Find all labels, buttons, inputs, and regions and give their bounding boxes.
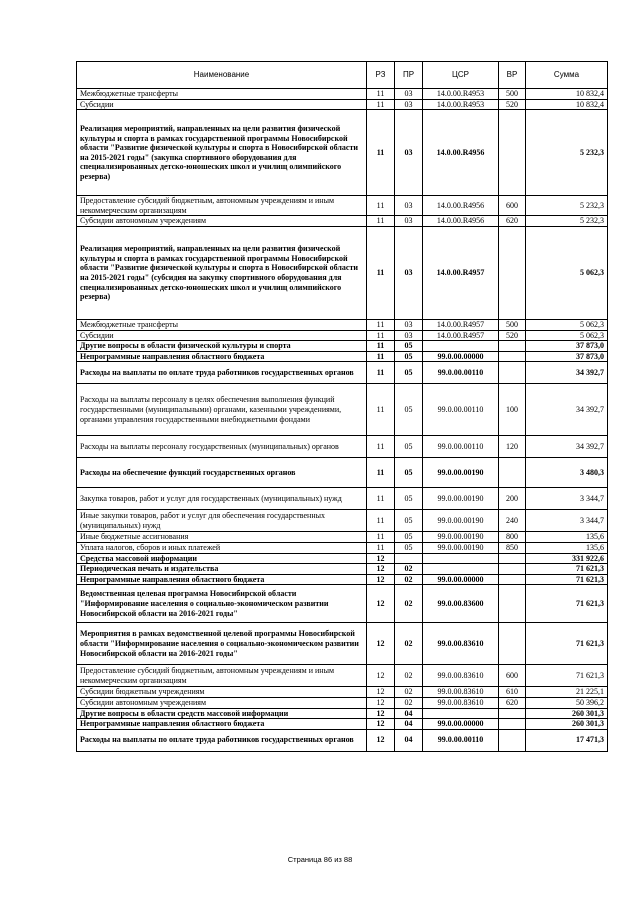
cell-sum: 71 621,3 (526, 623, 608, 665)
cell-rz: 12 (367, 697, 395, 708)
cell-vr: 100 (499, 384, 526, 436)
cell-sum: 3 480,3 (526, 458, 608, 488)
cell-rz: 11 (367, 542, 395, 553)
cell-csr: 99.0.00.00110 (423, 384, 499, 436)
table-row (77, 719, 608, 730)
cell-rz: 12 (367, 574, 395, 585)
cell-sum: 50 396,2 (526, 697, 608, 708)
cell-vr: 620 (499, 697, 526, 708)
table-row (77, 196, 608, 216)
cell-vr: 610 (499, 687, 526, 698)
cell-vr (499, 719, 526, 730)
cell-csr: 99.0.00.83600 (423, 585, 499, 623)
cell-csr: 99.0.00.83610 (423, 623, 499, 665)
cell-sum: 37 873,0 (526, 351, 608, 362)
cell-name: Субсидии бюджетным учреждениям (77, 687, 367, 698)
cell-rz: 12 (367, 564, 395, 575)
cell-rz: 12 (367, 687, 395, 698)
cell-name: Закупка товаров, работ и услуг для государственных (муниципальных) нужд (77, 488, 367, 510)
table-row (77, 488, 608, 510)
table-row (77, 687, 608, 698)
table-row (77, 564, 608, 575)
cell-name: Средства массовой информации (77, 553, 367, 564)
cell-name: Мероприятия в рамках ведомственной целевой программы Новосибирской области "Информирование населения о социально-экономическом развитии Новосибирской области на 2016-2021 годы" (77, 623, 367, 665)
cell-pr: 02 (395, 665, 423, 687)
cell-rz: 11 (367, 226, 395, 319)
cell-pr: 05 (395, 488, 423, 510)
cell-pr: 02 (395, 623, 423, 665)
cell-name: Субсидии (77, 330, 367, 341)
header-pr: ПР (395, 62, 423, 89)
cell-sum: 5 062,3 (526, 226, 608, 319)
cell-sum: 10 832,4 (526, 89, 608, 100)
page-number: Страница 86 из 88 (287, 855, 353, 864)
cell-vr (499, 110, 526, 196)
cell-sum: 21 225,1 (526, 687, 608, 698)
cell-rz: 11 (367, 99, 395, 110)
cell-rz: 12 (367, 719, 395, 730)
cell-vr: 800 (499, 532, 526, 543)
cell-pr: 02 (395, 585, 423, 623)
table-row (77, 330, 608, 341)
cell-pr: 03 (395, 89, 423, 100)
cell-vr: 200 (499, 488, 526, 510)
cell-csr: 99.0.00.00000 (423, 351, 499, 362)
cell-pr: 03 (395, 99, 423, 110)
cell-name: Расходы на выплаты персоналу государственных (муниципальных) органов (77, 436, 367, 458)
table-row (77, 99, 608, 110)
table-row (77, 110, 608, 196)
cell-sum: 5 232,3 (526, 216, 608, 227)
cell-csr: 14.0.00.R4957 (423, 226, 499, 319)
table-row (77, 341, 608, 352)
header-vr: ВР (499, 62, 526, 89)
cell-rz: 11 (367, 532, 395, 543)
cell-name: Расходы на выплаты персоналу в целях обеспечения выполнения функций государственными (муниципальными) органами, казенными учреждениями, органами управления государственными внебюджетными фондами (77, 384, 367, 436)
cell-csr (423, 341, 499, 352)
cell-name: Иные бюджетные ассигнования (77, 532, 367, 543)
table-row (77, 532, 608, 543)
cell-rz: 11 (367, 330, 395, 341)
cell-pr: 02 (395, 697, 423, 708)
cell-rz: 11 (367, 384, 395, 436)
cell-pr: 03 (395, 216, 423, 227)
cell-csr: 99.0.00.00000 (423, 719, 499, 730)
cell-vr (499, 564, 526, 575)
table-row (77, 458, 608, 488)
cell-name: Межбюджетные трансферты (77, 89, 367, 100)
cell-sum: 71 621,3 (526, 564, 608, 575)
cell-rz: 11 (367, 351, 395, 362)
cell-vr (499, 341, 526, 352)
cell-csr: 99.0.00.00000 (423, 574, 499, 585)
cell-sum: 10 832,4 (526, 99, 608, 110)
table-row (77, 384, 608, 436)
cell-pr: 05 (395, 510, 423, 532)
cell-vr (499, 729, 526, 751)
table-header-row (77, 62, 608, 89)
cell-pr: 04 (395, 708, 423, 719)
table-row (77, 362, 608, 384)
cell-rz: 12 (367, 623, 395, 665)
cell-vr: 120 (499, 436, 526, 458)
header-name: Наименование (77, 62, 367, 89)
cell-pr: 02 (395, 564, 423, 575)
cell-csr: 99.0.00.00190 (423, 510, 499, 532)
cell-sum: 5 062,3 (526, 319, 608, 330)
cell-name: Субсидии автономным учреждениям (77, 216, 367, 227)
cell-pr: 05 (395, 436, 423, 458)
cell-name: Иные закупки товаров, работ и услуг для обеспечения государственных (муниципальных) нужд (77, 510, 367, 532)
cell-sum: 260 301,3 (526, 708, 608, 719)
cell-sum: 5 232,3 (526, 196, 608, 216)
cell-pr: 05 (395, 542, 423, 553)
table-row (77, 574, 608, 585)
cell-rz: 11 (367, 216, 395, 227)
table-row (77, 665, 608, 687)
cell-vr: 520 (499, 330, 526, 341)
cell-csr: 14.0.00.R4953 (423, 89, 499, 100)
cell-pr: 05 (395, 362, 423, 384)
cell-name: Расходы на обеспечение функций государственных органов (77, 458, 367, 488)
cell-vr (499, 585, 526, 623)
cell-name: Предоставление субсидий бюджетным, автономным учреждениям и иным некоммерческим организациям (77, 665, 367, 687)
cell-csr: 99.0.00.83610 (423, 697, 499, 708)
cell-name: Расходы на выплаты по оплате труда работников государственных органов (77, 362, 367, 384)
cell-name: Периодическая печать и издательства (77, 564, 367, 575)
table-row (77, 216, 608, 227)
table-row (77, 351, 608, 362)
cell-sum: 5 232,3 (526, 110, 608, 196)
cell-csr (423, 553, 499, 564)
cell-name: Расходы на выплаты по оплате труда работников государственных органов (77, 729, 367, 751)
cell-vr: 850 (499, 542, 526, 553)
cell-pr: 02 (395, 687, 423, 698)
cell-sum: 260 301,3 (526, 719, 608, 730)
cell-sum: 331 922,6 (526, 553, 608, 564)
cell-rz: 11 (367, 341, 395, 352)
cell-rz: 11 (367, 488, 395, 510)
cell-name: Предоставление субсидий бюджетным, автономным учреждениям и иным некоммерческим организациям (77, 196, 367, 216)
cell-csr: 99.0.00.83610 (423, 665, 499, 687)
table-row (77, 553, 608, 564)
cell-vr: 500 (499, 89, 526, 100)
cell-vr: 620 (499, 216, 526, 227)
table-row (77, 708, 608, 719)
cell-name: Реализация мероприятий, направленных на цели развития физической культуры и спорта в рамках государственной программы Новосибирской области "Развитие физической культуры и спорта в Новосибирской области на 2015-2021 годы" (закупка спортивного оборудования для специализированных детско-юношеских школ и училищ олимпийского резерва) (77, 110, 367, 196)
cell-rz: 11 (367, 110, 395, 196)
cell-pr: 03 (395, 226, 423, 319)
cell-csr: 99.0.00.00110 (423, 436, 499, 458)
cell-csr: 99.0.00.00110 (423, 729, 499, 751)
cell-sum: 34 392,7 (526, 384, 608, 436)
cell-sum: 34 392,7 (526, 362, 608, 384)
cell-sum: 37 873,0 (526, 341, 608, 352)
cell-vr: 600 (499, 196, 526, 216)
cell-name: Субсидии (77, 99, 367, 110)
table-row (77, 729, 608, 751)
cell-vr (499, 623, 526, 665)
cell-vr: 520 (499, 99, 526, 110)
cell-pr: 03 (395, 330, 423, 341)
table-row (77, 542, 608, 553)
cell-csr: 14.0.00.R4953 (423, 99, 499, 110)
cell-pr: 03 (395, 196, 423, 216)
table-row (77, 89, 608, 100)
cell-rz: 12 (367, 708, 395, 719)
cell-name: Межбюджетные трансферты (77, 319, 367, 330)
cell-pr: 05 (395, 341, 423, 352)
budget-table (76, 61, 608, 752)
cell-pr (395, 553, 423, 564)
table-row (77, 623, 608, 665)
cell-pr: 05 (395, 532, 423, 543)
cell-csr: 99.0.00.00190 (423, 532, 499, 543)
table-row (77, 510, 608, 532)
cell-rz: 11 (367, 196, 395, 216)
cell-vr (499, 226, 526, 319)
cell-name: Другие вопросы в области физической культуры и спорта (77, 341, 367, 352)
table-row (77, 585, 608, 623)
cell-csr: 14.0.00.R4957 (423, 330, 499, 341)
cell-csr (423, 708, 499, 719)
cell-rz: 12 (367, 729, 395, 751)
cell-sum: 3 344,7 (526, 488, 608, 510)
cell-pr: 05 (395, 458, 423, 488)
cell-sum: 71 621,3 (526, 574, 608, 585)
cell-pr: 05 (395, 351, 423, 362)
cell-rz: 11 (367, 436, 395, 458)
cell-rz: 11 (367, 319, 395, 330)
table-body (77, 89, 608, 752)
cell-pr: 04 (395, 719, 423, 730)
cell-name: Другие вопросы в области средств массовой информации (77, 708, 367, 719)
cell-sum: 71 621,3 (526, 585, 608, 623)
cell-name: Непрограммные направления областного бюджета (77, 351, 367, 362)
header-sum: Сумма (526, 62, 608, 89)
cell-sum: 135,6 (526, 532, 608, 543)
cell-rz: 11 (367, 89, 395, 100)
cell-name: Уплата налогов, сборов и иных платежей (77, 542, 367, 553)
cell-vr: 500 (499, 319, 526, 330)
cell-rz: 12 (367, 585, 395, 623)
cell-csr: 99.0.00.00190 (423, 488, 499, 510)
cell-rz: 11 (367, 362, 395, 384)
cell-csr: 99.0.00.00190 (423, 542, 499, 553)
cell-csr (423, 564, 499, 575)
cell-name: Ведомственная целевая программа Новосибирской области "Информирование населения о социально-экономическом развитии Новосибирской области на 2016-2021 годы" (77, 585, 367, 623)
table-row (77, 319, 608, 330)
cell-rz: 11 (367, 510, 395, 532)
cell-csr: 14.0.00.R4957 (423, 319, 499, 330)
header-csr: ЦСР (423, 62, 499, 89)
cell-rz: 11 (367, 458, 395, 488)
table-row (77, 697, 608, 708)
cell-name: Субсидии автономным учреждениям (77, 697, 367, 708)
table-row (77, 226, 608, 319)
header-rz: РЗ (367, 62, 395, 89)
cell-vr: 240 (499, 510, 526, 532)
cell-pr: 04 (395, 729, 423, 751)
cell-rz: 12 (367, 553, 395, 564)
cell-sum: 34 392,7 (526, 436, 608, 458)
cell-vr: 600 (499, 665, 526, 687)
table-row (77, 436, 608, 458)
cell-name: Реализация мероприятий, направленных на цели развития физической культуры и спорта в рамках государственной программы Новосибирской области "Развитие физической культуры и спорта в Новосибирской области на 2015-2021 годы" (субсидия на закупку спортивного оборудования для специализированных детско-юношеских школ и училищ олимпийского резерва) (77, 226, 367, 319)
cell-csr: 14.0.00.R4956 (423, 110, 499, 196)
cell-sum: 135,6 (526, 542, 608, 553)
cell-pr: 03 (395, 319, 423, 330)
cell-sum: 71 621,3 (526, 665, 608, 687)
cell-csr: 99.0.00.83610 (423, 687, 499, 698)
cell-vr (499, 574, 526, 585)
cell-sum: 3 344,7 (526, 510, 608, 532)
cell-sum: 5 062,3 (526, 330, 608, 341)
cell-vr (499, 351, 526, 362)
cell-vr (499, 708, 526, 719)
cell-pr: 05 (395, 384, 423, 436)
cell-vr (499, 553, 526, 564)
cell-rz: 12 (367, 665, 395, 687)
cell-name: Непрограммные направления областного бюджета (77, 719, 367, 730)
cell-csr: 99.0.00.00110 (423, 362, 499, 384)
cell-sum: 17 471,3 (526, 729, 608, 751)
cell-vr (499, 458, 526, 488)
cell-pr: 02 (395, 574, 423, 585)
cell-pr: 03 (395, 110, 423, 196)
cell-csr: 14.0.00.R4956 (423, 216, 499, 227)
cell-name: Непрограммные направления областного бюджета (77, 574, 367, 585)
cell-csr: 14.0.00.R4956 (423, 196, 499, 216)
cell-vr (499, 362, 526, 384)
cell-csr: 99.0.00.00190 (423, 458, 499, 488)
